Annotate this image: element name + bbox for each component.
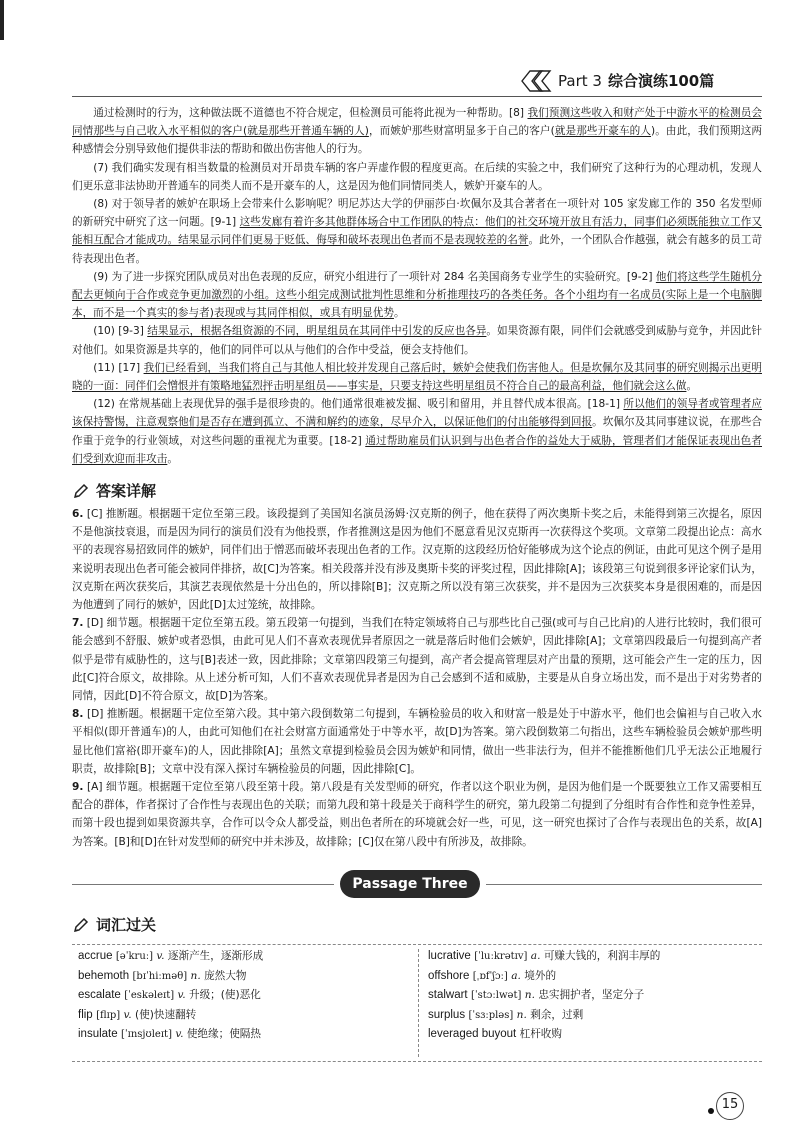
answer-item [72,705,762,778]
text-run: 。 [686,380,698,393]
paragraph [72,359,762,395]
answer-text: [D] 推断题。根据题干定位至第六段。其中第六段倒数第二句提到，车辆检验员的收入和财富一般是处于中游水平，他们也会偏袒与自己收入水平相似(即开普通车)的人，由此可知他们在社会财富方面通常处于中等水平，故[D]为答案。第六段倒数第二句指出，这些车辆检验员会嫉妒那些明显比他们富裕(即开豪车)的人，因此排除[A]；虽然文章提到检验员会因为嫉妒和同情，做出一些非法行为，但并不能推断他们几乎无法公正地履行职责，故排除[B]；文章中没有深入探讨车辆检验员的问题，因此排除[C]。 [72,708,762,775]
vocab-word: stalwart [428,989,468,1002]
vocab-definition: 可赚大钱的，利润丰厚的 [543,950,661,962]
vocab-phonetic: [bɪˈhiːməθ] [132,970,188,982]
vocab-word: behemoth [78,969,130,982]
vocab-part-of-speech: v. [175,1028,184,1041]
vocab-entry [428,986,660,1006]
vocab-entry [78,967,263,987]
underlined-sentence: 这些发廊有着许多其他群体场合中工作团队的特点：他们的社交环境开放且有活力，同事们必须既能独立工作又能相互配合才能成功 [72,216,763,247]
vocab-definition: 升级；(使)恶化 [189,989,261,1002]
answer-text: [A] 细节题。根据题干定位至第八段至第十段。第八段是有关发型师的研究，作者以这个职业为例，是因为他们是一个既要独立工作又需要相互配合的群体，作者探讨了合作性与表现出色的关联；而第九段和第十段是关于商科学生的研究，第九段第二句提到了分组时有合作性和竞争性差异，而第十段也提到如果资源共享，合作可以令众人都受益，则出色者所在的环境就会好一些，可见，这一研究也探讨了合作与表现出色的关系，故[A]为答案。[B]和[D]在针对发型师的研究中并未涉及，故排除；[C]仅在第八段中有所涉及，故排除。 [72,781,762,848]
page-number [708,1092,744,1120]
text-run: 通过检测时的行为，这种做法既不道德也不符合规定，但检测员可能将此视为一种帮助。[8] [93,107,528,119]
vocab-phonetic: [ˈeskəleɪt] [124,990,175,1002]
crop-mark [0,0,4,40]
vocab-part-of-speech: n. [190,969,201,982]
vocab-part-of-speech: v. [177,989,186,1002]
answers-title: 答案详解 [96,482,157,500]
text-run: 。 [393,307,405,320]
header-title [558,70,714,91]
vocab-word: leveraged buyout [428,1028,517,1041]
vocab-phonetic: [flɪp] [96,1009,121,1021]
underlined-sentence: 就是那些开豪车的人 [554,125,652,138]
header-rule [72,96,762,97]
answer-explanations [72,505,762,851]
underlined-sentence: 通过帮助雇员们认识到与出色者合作的益处大于威胁，管理者们才能保证表现出色者们受到欢迎而非攻击 [72,434,762,465]
vocab-entry [428,947,660,967]
vocab-part-of-speech: a. [511,969,521,982]
vocab-word: lucrative [428,950,471,962]
text-run: 。 [167,452,178,465]
vocab-column-left [78,947,263,1045]
vocab-box [72,944,762,1062]
text-run: )。由此，我们预期这两种感情会分别导致他们提供非法的帮助和做出伤害他人的行为。 [72,125,763,156]
pencil-icon [72,916,90,934]
vocab-definition: 使绝缘；使隔热 [186,1028,261,1041]
vocab-phonetic: [ˈluːkrətɪv] [474,951,528,962]
vocab-title: 词汇过关 [96,916,157,934]
vocab-part-of-speech: a. [530,950,541,962]
underlined-sentence: 结果显示，根据各组资源的不同，明星组员在其同伴中引发的反应也各异 [147,325,487,338]
text-run: (9) 为了进一步探究团队成员对出色表现的反应，研究小组进行了一项针对 284 名美国商务专业学生的实验研究。[9-2] [93,270,656,283]
paragraph [72,195,762,268]
underlined-sentence: 我们已经看到，当我们将自己与其他人相比较并发现自己落后时，嫉妒会使我们伤害他人。但是坎佩尔及其同事的研究则揭示出更明晓的一面：同伴们会憎恨并有策略地猛烈抨击明星组员——事实是，只要支持这些明星组员不符合自己的最高利益，他们就会这么做 [72,361,762,393]
part-badge-icon [518,68,554,94]
pencil-icon [72,482,90,500]
answer-item [72,614,762,705]
vocab-word: surplus [428,1008,466,1021]
vocab-entry [78,947,263,967]
underlined-sentence: 他们将这些学生随机分配去更倾向于合作或竞争更加激烈的小组。这些小组完成测试批判性思维和分析推理技巧的各类任务。各个小组均有一名成员(实际上是一个电脑脚本，而不是一个真实的参与者)表现或与其同伴相似，或具有明显优势 [72,270,762,320]
vocab-word: accrue [78,950,113,962]
underlined-sentence: 。结果显示同伴们更易于贬低、侮辱和破坏表现出色者而不是表现较差的名誉 [167,234,529,247]
vocab-word: insulate [78,1028,118,1041]
text-run: (8) 对于领导者的嫉妒在职场上会带来什么影响呢？明尼苏达大学的伊丽莎白·坎佩尔及其合著者在一项针对 105 家发廊工作的 350 名发型师的新研究中研究了这一问题。[9-1] [72,198,762,229]
vocab-definition: 庞然大物 [204,969,247,982]
vocab-definition: (使)快速翻转 [135,1008,197,1021]
vocab-divider [418,949,419,1057]
underlined-sentence: 所以他们的领导者或管理者应该保持警惕，注意观察他们是否存在遭到孤立、不满和解约的迹象，尽早介入，以保证他们的付出能够得到回报 [72,398,763,429]
vocab-phonetic: [ˈɪnsjʊleɪt] [121,1029,172,1041]
answer-number: 6. [72,508,84,520]
answer-text: [D] 细节题。根据题干定位至第五段。第五段第一句提到，当我们在特定领域将自己与那些比自己强(或可与自己比肩)的人进行比较时，我们很可能会感到不舒服、嫉妒或者恐惧，由此可见人们不喜欢表现优异者原因之一就是落后时他们会嫉妒，因此排除[A]；文章第四段最后一句提到高产者似乎是带有威胁性的，这与[B]表述一致，因此排除；文章第四段第三句提到，高产者会提高管理层对产出量的预期，这可能会产生一定的压力，因此[C]符合原文，故排除。从上述分析可知，人们不喜欢表现优异者是因为自己会感到不适和威胁，主要是从自身立场出发，而不是出于对劣势者的同情，因此[D]不符合原文，故[D]为答案。 [72,617,762,703]
vocab-entry [428,1006,660,1026]
paragraph [72,322,762,358]
vocab-word: escalate [78,989,121,1002]
answer-item [72,505,762,614]
vocab-entry [78,1006,263,1026]
answer-text: [C] 推断题。根据题干定位至第三段。该段提到了美国知名演员汤姆·汉克斯的例子，他在获得了两次奥斯卡奖之后，未能得到第三次提名，原因不是他演技衰退，而是因为同行的演员们没有为他投票，作者推测这是因为他们不愿意看见汉克斯再一次获得这个奖项。文章第二段提出论点：高水平的表现容易招致同伴的嫉妒，同伴们出于憎恶而破坏表现出色者的工作。汉克斯的这段经历恰好能够成为这个论点的例证，由此可见这个例子是用来说明表现出色者可能会被同伴排挤，故[C]为答案。相关段落并没有涉及奥斯卡奖的评奖过程，因此排除[A]；该段第三句说到很多评论家们认为，汉克斯在两次获奖后，其演艺表现依然是十分出色的，所以排除[B]；汉克斯之所以没有第三次获奖，并不是因为三次获奖本身是很困难的，而是因为他遭到了同行的嫉妒，因此[D]太过笼统，故排除。 [72,508,762,612]
banner-rule-right [486,884,762,885]
answer-number: 7. [72,617,84,630]
answer-number: 8. [72,708,84,721]
vocab-entry [428,967,660,987]
vocab-part-of-speech: v. [156,950,165,962]
header-section: 综合演练100篇 [607,72,715,90]
banner-label: Passage Three [352,876,468,892]
answers-heading [72,480,156,501]
paragraph [72,268,762,323]
vocab-part-of-speech: n. [516,1008,527,1021]
vocab-phonetic: [əˈkruː] [115,951,154,962]
text-run: (11) [17] [93,361,144,374]
vocab-word: flip [78,1008,93,1021]
answer-item [72,778,762,851]
vocab-definition: 逐渐产生，逐渐形成 [167,950,264,962]
vocab-part-of-speech: v. [123,1008,132,1021]
text-run: (10) [9-3] [93,325,148,338]
vocab-entry [78,986,263,1006]
vocab-heading [72,914,156,935]
vocab-phonetic: [ˌɒfˈʃɔː] [472,970,508,982]
text-run: ，而嫉妒那些财富明显多于自己的客户( [368,125,555,138]
answer-number: 9. [72,781,84,794]
paragraph [72,104,762,159]
page-dot [708,1108,714,1114]
text-run: (7) 我们确实发现有相当数量的检测员对开昂贵车辆的客户弄虚作假的程度更高。在后续的实验之中，我们研究了这种行为的心理动机，发现人们更乐意非法协助开普通车的同类人而不是开豪车的人，这是因为他们同情同类人，嫉妒开豪车的人。 [72,161,762,192]
text-run: (12) 在常规基础上表现优异的强手是很珍贵的。他们通常很难被发掘、吸引和留用，并且替代成本很高。[18-1] [93,398,624,411]
vocab-entry [78,1025,263,1045]
vocab-definition: 忠实拥护者，坚定分子 [538,989,645,1002]
header-part: Part 3 [558,72,602,90]
vocab-phonetic: [ˈstɔːlwət] [471,990,522,1002]
vocab-phonetic: [ˈsɜːpləs] [468,1009,514,1021]
paragraph [72,159,762,195]
text-run: 。如果资源有限，同伴们会就感受到威胁与竞争，并因此针对他们。如果资源是共享的，他们的同伴可以从与他们的合作中受益，便会支持他们。 [72,325,762,356]
passage-banner [340,870,480,898]
text-run: 。坎佩尔及其同事建议说，在那些合作重于竞争的行业领域，对这些问题的重视尤为重要。[18-2] [72,416,762,447]
page-number-text: 15 [721,1097,739,1112]
vocab-definition: 杠杆收购 [519,1028,562,1041]
underlined-sentence: 我们预测这些收入和财产处于中游水平的检测员会同情那些与自己收入水平相似的客户(就是那些开普通车辆的人) [72,107,762,138]
vocab-entry [428,1025,660,1044]
passage-translation [72,104,762,468]
vocab-part-of-speech: n. [524,989,535,1002]
page-header [518,66,758,96]
text-run: 。此外，一个团队合作越强，就会有越多的员工苛待表现出色者。 [72,234,763,265]
paragraph [72,395,762,468]
vocab-definition: 境外的 [524,969,557,982]
vocab-column-right [428,947,660,1044]
vocab-word: offshore [428,969,470,982]
banner-rule-left [72,884,334,885]
vocab-definition: 剩余，过剩 [530,1008,584,1021]
